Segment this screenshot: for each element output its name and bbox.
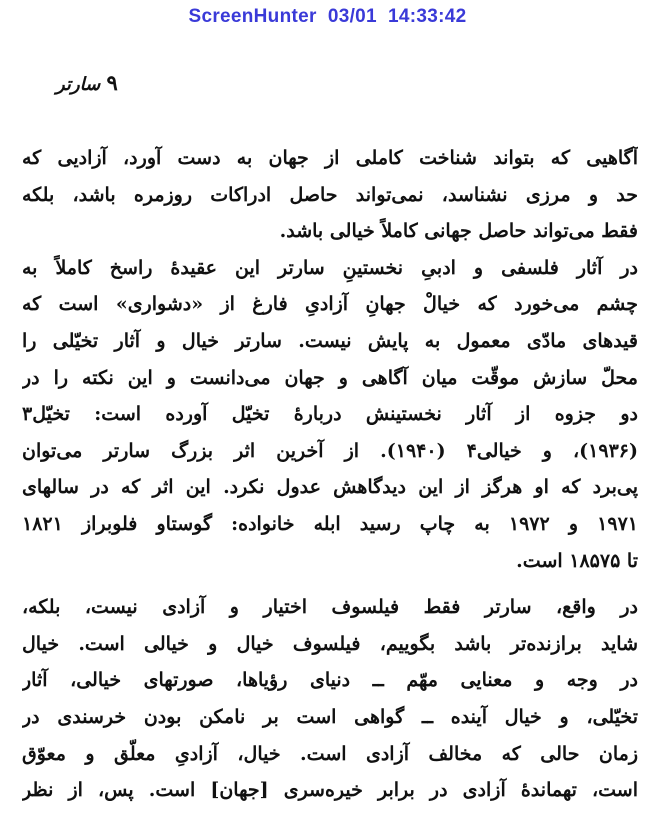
screenhunter-watermark: ScreenHunter 03/01 14:33:42	[188, 6, 467, 27]
text-line: ١٩٧١ و ١٩٧٢ به چاپ رسید ابله خانواده: گوستاو فلوبراز ١٨٢١	[22, 512, 638, 535]
text-line: چشم می‌خورد که خیالْ جهانِ آزادیِ فارغ از «دشواری» است که	[22, 293, 638, 316]
text-line: زمان حالی که مخالف آزادی است. خیال، آزادیِ معلّق و معوّق	[22, 742, 638, 765]
page-number: ۹	[106, 70, 118, 95]
text-line: تا ١٨۵٧۵ است.	[516, 549, 638, 572]
text-line: آگاهیی که بتواند شناخت کاملی از جهان به دست آورد، آزادیی که	[22, 147, 638, 169]
text-line: است، تهماندهٔ آزادی در برابر خیره‌سری [جهان] است. پس، از نظر	[22, 779, 638, 802]
text-line: پی‌برد که او هرگز از این دیدگاهش عدول نکرد. این اثر که در سالهای	[22, 476, 638, 499]
text-line: (١٩٣۶)، و خیالی۴ (١٩۴٠). از آخرین اثر بزرگ سارتر می‌توان	[22, 439, 638, 462]
text-line: فقط می‌تواند حاصل جهانی کاملاً خیالی باشد.	[279, 220, 638, 243]
body-text	[22, 140, 638, 809]
running-head	[56, 70, 132, 95]
text-line: حد و مرزی نشناسد، نمی‌تواند حاصل ادراکات روزمره باشد، بلکه	[22, 183, 638, 206]
text-line: قیدهای مادّی معمول به پایش نیست. سارتر خیال و آثار تخیّلی را	[22, 329, 638, 352]
text-line: در وجه و معنایی مهّم ــ دنیای رؤیاها، صورتهای خیالی، آثار	[22, 669, 638, 692]
text-line: محلّ سازش موقّت میان آگاهی و جهان می‌دانست و این نکته را در	[22, 366, 638, 389]
text-line: شاید برازنده‌تر باشد بگوییم، فیلسوف خیال و خیالی است. خیال	[22, 632, 638, 655]
paragraph-1	[22, 140, 638, 250]
text-line: در آثار فلسفی و ادبیِ نخستینِ سارتر این عقیدهٔ راسخ کاملاً به	[22, 256, 638, 279]
paragraph-2	[22, 250, 638, 579]
paragraph-3	[22, 589, 638, 809]
text-line: تخیّلی، و خیال آینده ــ گواهی است بر نامکن بودن خرسندی در	[22, 705, 638, 728]
running-head-title: سارتر	[56, 74, 101, 95]
text-line: دو جزوه از آثار نخستینش دربارهٔ تخیّل آورده است: تخیّل٣	[22, 403, 638, 426]
text-line: در واقع، سارتر فقط فیلسوف اختیار و آزادی نیست، بلکه،	[22, 596, 638, 619]
